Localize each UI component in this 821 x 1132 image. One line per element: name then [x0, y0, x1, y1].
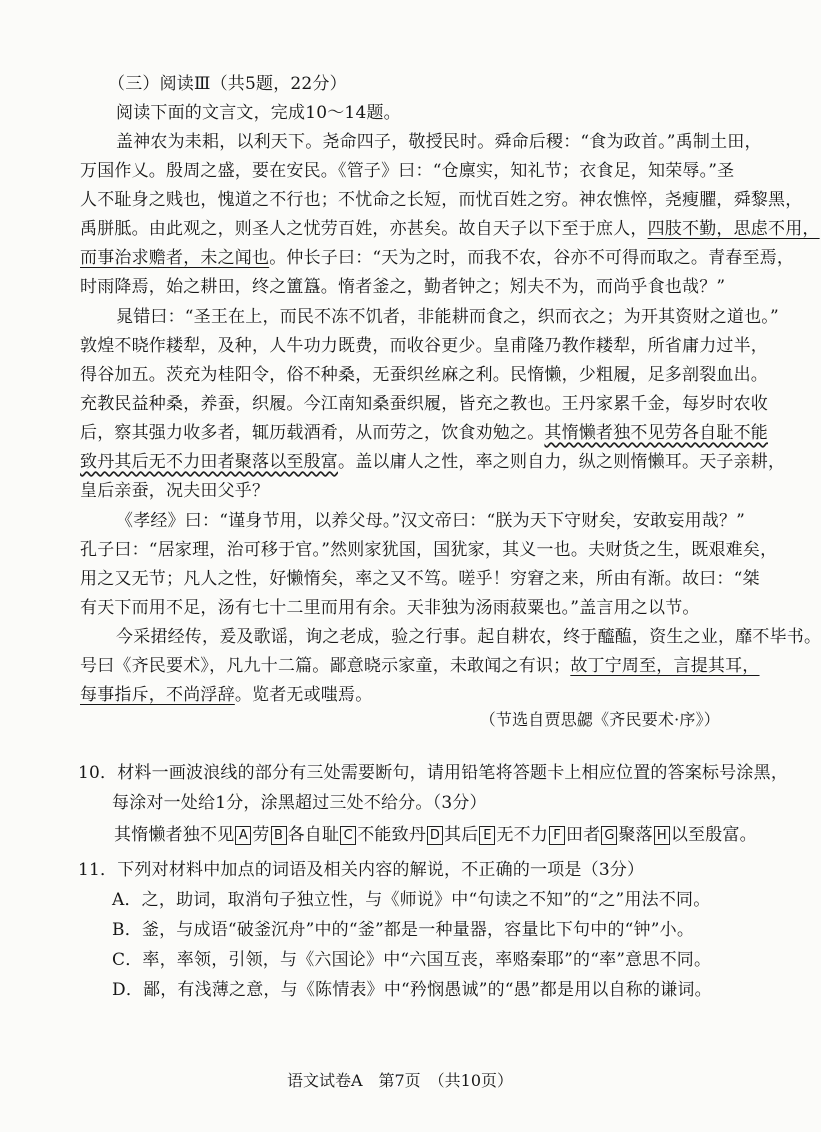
instruction: 阅读下面的文言文，完成10～14题。	[116, 103, 401, 123]
option-b[interactable]: B．釜，与成语“破釜沉舟”中的“釜”都是一种量器，容量比下句中的“钟”小。	[112, 920, 695, 940]
sentence-segment: 其惰懒者独不见	[114, 825, 235, 845]
passage-text: 。览者无或嗤焉。	[234, 685, 373, 705]
answer-box-f[interactable]: F	[549, 826, 565, 845]
answer-box-g[interactable]: G	[601, 826, 617, 845]
passage-line	[80, 244, 795, 272]
passage-line: 人不耻身之贱也，愧道之不行也；不忧命之长短，而忧百姓之穷。神农憔悴，尧瘦臞，舜黎黑，	[80, 190, 803, 210]
passage-line: 皇后亲蚕，况夫田父乎？	[80, 481, 270, 501]
underlined-sentence: 四肢不勤，思虑不用，	[647, 219, 820, 239]
option-c[interactable]: C．率，率领，引领，与《六国论》中“六国互丧，率赂秦耶”的“率”意思不同。	[112, 950, 712, 970]
answer-box-a[interactable]: A	[235, 826, 251, 845]
sentence-segment: 聚落	[618, 825, 653, 845]
passage-line: 充教民益种桑，养蚕，织履。今江南知桑蚕织履，皆充之教也。王丹家累千金，每岁时农收	[80, 394, 768, 414]
page-footer: 语文试卷A 第7页 （共10页）	[286, 1071, 514, 1090]
passage-text: 号曰《齐民要术》，凡九十二篇。鄙意晓示家童，未敢闻之有识；	[80, 656, 571, 676]
passage-text: 禹胼胝。由此观之，则圣人之忧劳百姓，亦甚矣。故自天子以下至于庶人，	[80, 219, 648, 239]
passage-line: 用之又无节；凡人之性，好懒惰矣，率之又不笃。嗟乎！穷窘之来，所由有渐。故曰：“桀	[80, 569, 760, 589]
underlined-sentence: 故丁宁周至，言提其耳，	[570, 656, 760, 676]
passage-line: 晁错曰：“圣王在上，而民不冻不饥者，非能耕而食之，织而衣之；为开其资财之道也。”	[116, 307, 779, 327]
answer-box-c[interactable]: C	[340, 826, 356, 845]
passage-line: 时雨降焉，始之耕田，终之簠簋。惰者釜之，勤者钟之；矧夫不为，而尚乎食也哉？”	[80, 277, 726, 297]
underlined-sentence: 每事指斥，不尚浮辞	[80, 685, 235, 705]
passage-line: 孔子曰：“居家理，治可移于官。”然则家犹国，国犹家，其义一也。夫财货之生，既艰难矣，	[80, 540, 778, 560]
question-10-scoring: 每涂对一处给1分，涂黑超过三处不给分。（3分）	[112, 793, 487, 813]
passage-line	[80, 215, 820, 243]
underlined-sentence: 而事治求赡者，未之闻也	[80, 248, 270, 268]
passage-line	[80, 681, 720, 709]
passage-line: 盖神农为耒耜，以利天下。尧命四子，敬授民时。舜命后稷：“食为政首。”禹制土田，	[116, 132, 762, 152]
source-citation: （节选自贾思勰《齐民要术·序》）	[479, 710, 720, 729]
sentence-segment: 其后	[444, 825, 479, 845]
sentence-segment: 劳	[252, 825, 270, 845]
section-title: （三）阅读Ⅲ（共5题，22分）	[108, 74, 347, 94]
sentence-segment: 无不力	[496, 825, 549, 845]
passage-line: 敦煌不晓作耧犁，及种，人牛功力既费，而收谷更少。皇甫隆乃教作耧犁，所省庸力过半，	[80, 336, 768, 356]
wavy-underlined-text: 致丹其后无不力田者聚落以至殷富	[80, 452, 338, 472]
wavy-underlined-text: 其惰懒者独不见劳各自耻不能	[544, 423, 769, 443]
sentence-segment: 不能致丹	[357, 825, 427, 845]
sentence-segment: 以至殷富。	[670, 825, 757, 845]
passage-line: 《孝经》曰：“谨身节用，以养父母。”汉文帝曰：“朕为天下守财矣，安敢妄用哉？”	[116, 511, 746, 531]
answer-box-d[interactable]: D	[427, 826, 443, 845]
passage-line: 有天下而用不足，汤有七十二里而用有余。天非独为汤雨菽粟也。”盖言用之以节。	[80, 598, 700, 618]
sentence-segment: 各自耻	[287, 825, 340, 845]
question-11-stem: 11．下列对材料中加点的词语及相关内容的解说，不正确的一项是（3分）	[78, 860, 645, 880]
sentence-segment: 田者	[566, 825, 601, 845]
passage-line: 得谷加五。茨充为桂阳令，俗不种桑，无蚕织丝麻之利。民惰懒，少粗履，足多剖裂血出。	[80, 365, 768, 385]
passage-line	[80, 652, 760, 680]
answer-box-e[interactable]: E	[479, 826, 495, 845]
question-10-stem: 10．材料一画波浪线的部分有三处需要断句，请用铅笔将答题卡上相应位置的答案标号涂黑，	[78, 763, 789, 783]
passage-line	[80, 448, 786, 476]
passage-text: 。仲长子曰：“天为之时，而我不农，谷亦不可得而取之。青春至焉，	[269, 248, 795, 268]
option-a[interactable]: A．之，助词，取消句子独立性，与《师说》中“句读之不知”的“之”用法不同。	[112, 890, 711, 910]
question-10-sentence	[114, 821, 757, 849]
passage-text: 后，察其强力收多者，辄历载酒肴，从而劳之，饮食劝勉之。	[80, 423, 545, 443]
passage-line: 万国作乂。殷周之盛，要在安民。《管子》曰：“仓廪实，知礼节；衣食足，知荣辱。”圣	[80, 161, 735, 181]
passage-line: 今采捃经传，爰及歌谣，询之老成，验之行事。起自耕农，终于醯醢，资生之业，靡不毕书。	[116, 627, 821, 647]
answer-box-h[interactable]: H	[654, 826, 670, 845]
passage-text: 。盖以庸人之性，率之则自力，纵之则惰懒耳。天子亲耕，	[338, 452, 786, 472]
option-d[interactable]: D．鄙，有浅薄之意，与《陈情表》中“矜悯愚诚”的“愚”都是用以自称的谦词。	[112, 980, 712, 1000]
answer-box-b[interactable]: B	[271, 826, 287, 845]
passage-line	[80, 419, 769, 447]
